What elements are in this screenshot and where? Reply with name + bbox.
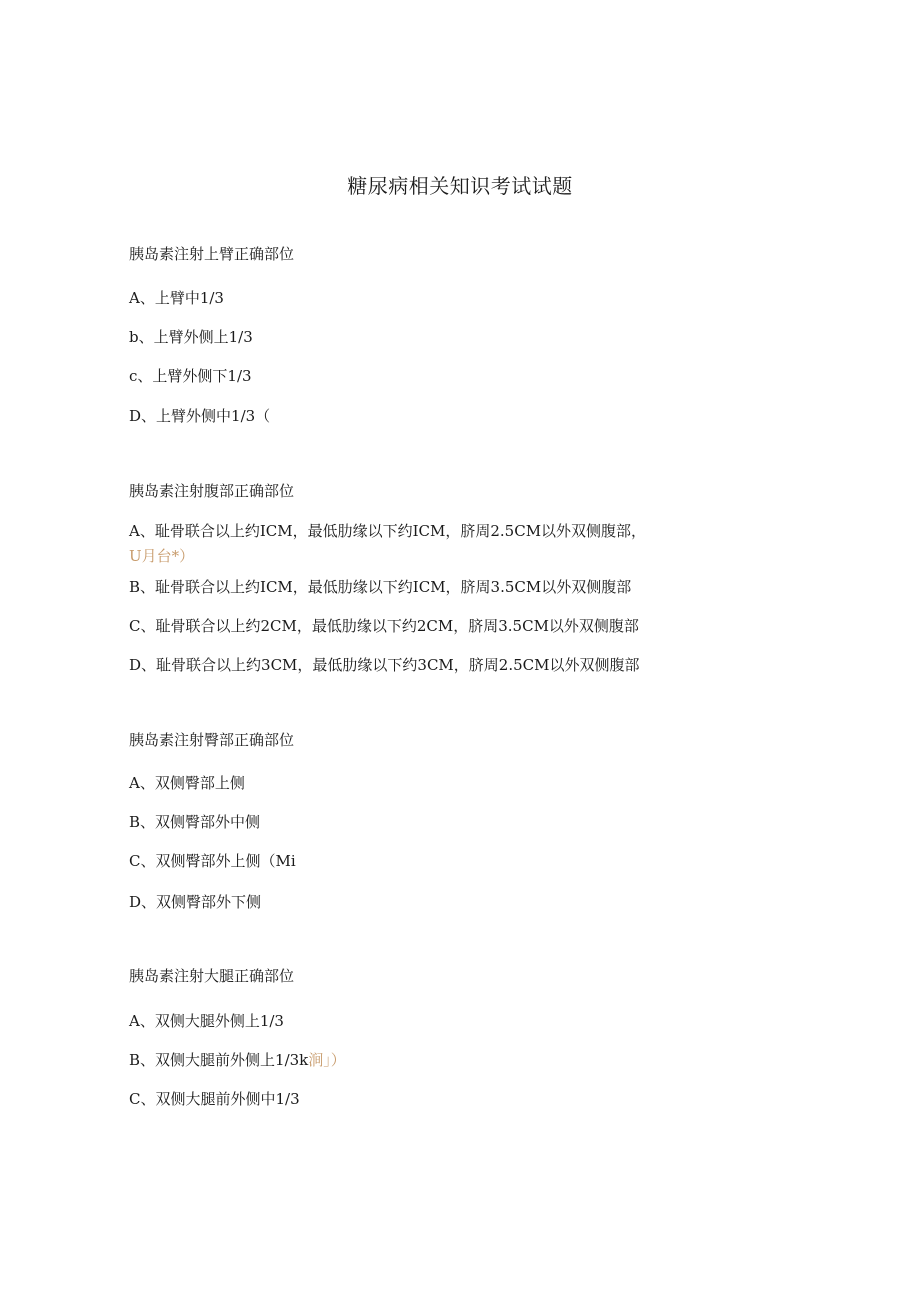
question-4-option-c: C、双侧大腿前外侧中1/3 [129, 1090, 300, 1108]
question-1-stem: 胰岛素注射上臂正确部位 [129, 245, 295, 263]
question-3-option-a: A、双侧臀部上侧 [129, 774, 245, 792]
question-1-option-c: c、上臂外侧下1/3 [129, 367, 252, 385]
question-1-option-a: A、上臂中1/3 [129, 289, 224, 307]
question-3-option-b: B、双侧臀部外中侧 [129, 813, 261, 831]
question-4-option-b [129, 1050, 346, 1070]
question-3-option-d: D、双侧臀部外下侧 [129, 893, 262, 911]
question-2-stem: 胰岛素注射腹部正确部位 [129, 482, 295, 500]
question-3-stem: 胰岛素注射臀部正确部位 [129, 731, 295, 749]
question-3-option-c: C、双侧臀部外上侧（Mi [129, 852, 296, 870]
question-2-option-c: C、耻骨联合以上约2CM，最低肋缘以下约2CM，脐周3.5CM以外双侧腹部 [129, 617, 639, 635]
question-2-option-a: A、耻骨联合以上约ICM，最低肋缘以下约ICM，脐周2.5CM以外双侧腹部， [129, 522, 647, 540]
question-2-option-a-annotation: U月台*） [129, 547, 195, 565]
question-4-stem: 胰岛素注射大腿正确部位 [129, 967, 295, 985]
question-4-option-b-annotation: 涧」） [308, 1051, 346, 1069]
question-2-option-b: B、耻骨联合以上约ICM，最低肋缘以下约ICM，脐周3.5CM以外双侧腹部 [129, 578, 632, 596]
question-1-option-d: D、上臂外侧中1/3（ [129, 407, 271, 425]
question-1-option-b: b、上臂外侧上1/3 [129, 328, 253, 346]
page-title: 糖尿病相关知识考试试题 [347, 174, 573, 198]
question-4-option-a: A、双侧大腿外侧上1/3 [129, 1012, 284, 1030]
question-2-option-d: D、耻骨联合以上约3CM，最低肋缘以下约3CM，脐周2.5CM以外双侧腹部 [129, 656, 640, 674]
question-4-option-b-text: B、双侧大腿前外侧上1/3k [129, 1051, 309, 1069]
